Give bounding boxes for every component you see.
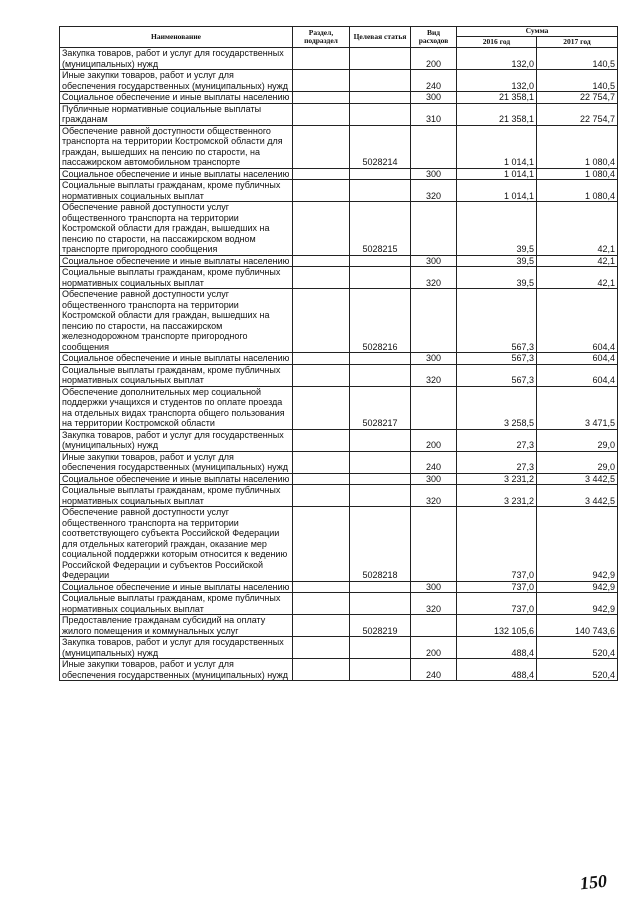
row-2016-cell: 567,3 <box>457 353 537 365</box>
row-2017-cell: 942,9 <box>537 593 618 615</box>
row-2016-cell: 737,0 <box>457 593 537 615</box>
row-kind-cell: 320 <box>411 267 457 289</box>
row-name-cell: Социальные выплаты гражданам, кроме публичных нормативных социальных выплат <box>60 485 293 507</box>
row-2017-cell: 520,4 <box>537 659 618 681</box>
row-2017-cell: 942,9 <box>537 507 618 582</box>
row-name-cell: Социальное обеспечение и иные выплаты населению <box>60 581 293 593</box>
row-2016-cell: 132,0 <box>457 70 537 92</box>
row-kind-cell: 320 <box>411 364 457 386</box>
row-2016-cell: 27,3 <box>457 429 537 451</box>
row-target-cell <box>350 429 411 451</box>
row-2016-cell: 567,3 <box>457 364 537 386</box>
row-name-cell: Социальное обеспечение и иные выплаты населению <box>60 168 293 180</box>
row-2017-cell: 3 471,5 <box>537 386 618 429</box>
row-2016-cell: 27,3 <box>457 451 537 473</box>
row-target-cell <box>350 451 411 473</box>
row-target-cell <box>350 637 411 659</box>
row-section-cell <box>293 473 350 485</box>
row-2017-cell: 22 754,7 <box>537 103 618 125</box>
row-target-cell: 5028215 <box>350 202 411 256</box>
table-row <box>60 637 618 659</box>
table-row <box>60 267 618 289</box>
row-section-cell <box>293 637 350 659</box>
row-kind-cell: 300 <box>411 353 457 365</box>
header-year-2017: 2017 год <box>537 37 618 48</box>
page-number: 150 <box>578 870 608 894</box>
row-target-cell: 5028216 <box>350 289 411 353</box>
table-row <box>60 92 618 104</box>
row-2017-cell: 604,4 <box>537 353 618 365</box>
row-name-cell: Обеспечение равной доступности услуг общественного транспорта на территории Костромской области для граждан, вышедших на пенсию по старости, на пассажирском железнодорожном транспорте пригородного сообщения <box>60 289 293 353</box>
row-section-cell <box>293 267 350 289</box>
row-name-cell: Иные закупки товаров, работ и услуг для обеспечения государственных (муниципальных) нужд <box>60 451 293 473</box>
row-section-cell <box>293 615 350 637</box>
table-header <box>60 27 618 48</box>
row-2017-cell: 3 442,5 <box>537 473 618 485</box>
row-kind-cell: 300 <box>411 255 457 267</box>
row-kind-cell <box>411 615 457 637</box>
row-name-cell: Закупка товаров, работ и услуг для государственных (муниципальных) нужд <box>60 429 293 451</box>
row-kind-cell: 200 <box>411 48 457 70</box>
row-section-cell <box>293 255 350 267</box>
row-name-cell: Социальное обеспечение и иные выплаты населению <box>60 353 293 365</box>
row-name-cell: Обеспечение дополнительных мер социальной поддержки учащихся и студентов по оплате проезда на отдельных видах транспорта общего пользования на территории Костромской области <box>60 386 293 429</box>
row-kind-cell <box>411 386 457 429</box>
row-kind-cell: 300 <box>411 473 457 485</box>
row-target-cell <box>350 364 411 386</box>
row-2016-cell: 3 231,2 <box>457 473 537 485</box>
row-kind-cell: 240 <box>411 70 457 92</box>
header-sum: Сумма <box>457 27 618 37</box>
row-target-cell: 5028218 <box>350 507 411 582</box>
row-kind-cell: 300 <box>411 581 457 593</box>
row-target-cell: 5028219 <box>350 615 411 637</box>
row-kind-cell: 320 <box>411 593 457 615</box>
row-2017-cell: 42,1 <box>537 255 618 267</box>
table-row <box>60 353 618 365</box>
row-section-cell <box>293 429 350 451</box>
row-target-cell: 5028217 <box>350 386 411 429</box>
row-name-cell: Социальное обеспечение и иные выплаты населению <box>60 473 293 485</box>
row-2017-cell: 1 080,4 <box>537 125 618 168</box>
row-2017-cell: 942,9 <box>537 581 618 593</box>
row-target-cell <box>350 48 411 70</box>
row-name-cell: Социальное обеспечение и иные выплаты населению <box>60 255 293 267</box>
row-kind-cell: 200 <box>411 637 457 659</box>
row-2017-cell: 604,4 <box>537 364 618 386</box>
row-name-cell: Социальные выплаты гражданам, кроме публичных нормативных социальных выплат <box>60 180 293 202</box>
table-row <box>60 429 618 451</box>
row-2016-cell: 3 258,5 <box>457 386 537 429</box>
row-section-cell <box>293 353 350 365</box>
header-year-2016: 2016 год <box>457 37 537 48</box>
row-2017-cell: 29,0 <box>537 451 618 473</box>
row-target-cell <box>350 168 411 180</box>
row-section-cell <box>293 581 350 593</box>
header-kind: Вид расходов <box>411 27 457 48</box>
row-2016-cell: 737,0 <box>457 581 537 593</box>
row-target-cell <box>350 103 411 125</box>
row-kind-cell: 200 <box>411 429 457 451</box>
row-2016-cell: 488,4 <box>457 637 537 659</box>
table-row <box>60 168 618 180</box>
table-body <box>60 48 618 681</box>
row-kind-cell: 310 <box>411 103 457 125</box>
row-section-cell <box>293 103 350 125</box>
row-kind-cell: 240 <box>411 659 457 681</box>
row-2017-cell: 42,1 <box>537 202 618 256</box>
row-section-cell <box>293 289 350 353</box>
row-name-cell: Публичные нормативные социальные выплаты гражданам <box>60 103 293 125</box>
row-2017-cell: 1 080,4 <box>537 180 618 202</box>
row-2017-cell: 140,5 <box>537 70 618 92</box>
row-kind-cell: 320 <box>411 485 457 507</box>
row-2016-cell: 3 231,2 <box>457 485 537 507</box>
row-section-cell <box>293 202 350 256</box>
table-row <box>60 507 618 582</box>
row-kind-cell <box>411 202 457 256</box>
row-2016-cell: 1 014,1 <box>457 180 537 202</box>
row-target-cell <box>350 70 411 92</box>
row-2016-cell: 1 014,1 <box>457 168 537 180</box>
row-name-cell: Иные закупки товаров, работ и услуг для обеспечения государственных (муниципальных) нужд <box>60 659 293 681</box>
row-2016-cell: 132 105,6 <box>457 615 537 637</box>
row-name-cell: Предоставление гражданам субсидий на оплату жилого помещения и коммунальных услуг <box>60 615 293 637</box>
header-section: Раздел, подраздел <box>293 27 350 48</box>
row-target-cell: 5028214 <box>350 125 411 168</box>
budget-table <box>59 26 618 681</box>
row-target-cell <box>350 485 411 507</box>
row-name-cell: Социальные выплаты гражданам, кроме публичных нормативных социальных выплат <box>60 267 293 289</box>
row-name-cell: Закупка товаров, работ и услуг для государственных (муниципальных) нужд <box>60 637 293 659</box>
table-row <box>60 581 618 593</box>
table-row <box>60 180 618 202</box>
row-target-cell <box>350 581 411 593</box>
row-target-cell <box>350 353 411 365</box>
row-section-cell <box>293 180 350 202</box>
row-2016-cell: 21 358,1 <box>457 92 537 104</box>
row-2017-cell: 3 442,5 <box>537 485 618 507</box>
row-2016-cell: 132,0 <box>457 48 537 70</box>
row-name-cell: Социальные выплаты гражданам, кроме публичных нормативных социальных выплат <box>60 364 293 386</box>
row-target-cell <box>350 180 411 202</box>
table-row <box>60 255 618 267</box>
table-row <box>60 473 618 485</box>
row-target-cell <box>350 255 411 267</box>
row-section-cell <box>293 451 350 473</box>
row-name-cell: Закупка товаров, работ и услуг для государственных (муниципальных) нужд <box>60 48 293 70</box>
row-kind-cell: 320 <box>411 180 457 202</box>
row-section-cell <box>293 659 350 681</box>
row-section-cell <box>293 48 350 70</box>
row-2017-cell: 604,4 <box>537 289 618 353</box>
table-row <box>60 289 618 353</box>
row-kind-cell: 300 <box>411 168 457 180</box>
table-row <box>60 451 618 473</box>
table-row <box>60 70 618 92</box>
row-name-cell: Обеспечение равной доступности общественного транспорта на территории Костромской области для граждан, вышедших на пенсию по старости, на пассажирском автомобильном транспорте <box>60 125 293 168</box>
table-row <box>60 202 618 256</box>
row-name-cell: Социальные выплаты гражданам, кроме публичных нормативных социальных выплат <box>60 593 293 615</box>
row-target-cell <box>350 659 411 681</box>
row-kind-cell <box>411 289 457 353</box>
table-row <box>60 615 618 637</box>
table-row <box>60 364 618 386</box>
row-kind-cell: 240 <box>411 451 457 473</box>
row-2017-cell: 29,0 <box>537 429 618 451</box>
row-name-cell: Обеспечение равной доступности услуг общественного транспорта на территории Костромской области для граждан, вышедших на пенсию по старости, на пассажирском водном транспорте пригородного сообщения <box>60 202 293 256</box>
row-2017-cell: 140 743,6 <box>537 615 618 637</box>
row-section-cell <box>293 593 350 615</box>
row-target-cell <box>350 473 411 485</box>
table-row <box>60 593 618 615</box>
row-2016-cell: 39,5 <box>457 255 537 267</box>
row-name-cell: Иные закупки товаров, работ и услуг для обеспечения государственных (муниципальных) нужд <box>60 70 293 92</box>
table-row <box>60 386 618 429</box>
row-section-cell <box>293 485 350 507</box>
header-name: Наименование <box>60 27 293 48</box>
table-row <box>60 48 618 70</box>
table-row <box>60 125 618 168</box>
row-target-cell <box>350 92 411 104</box>
row-2017-cell: 520,4 <box>537 637 618 659</box>
row-kind-cell <box>411 125 457 168</box>
row-2017-cell: 140,5 <box>537 48 618 70</box>
row-2016-cell: 737,0 <box>457 507 537 582</box>
table-row <box>60 103 618 125</box>
row-target-cell <box>350 267 411 289</box>
row-kind-cell <box>411 507 457 582</box>
row-section-cell <box>293 168 350 180</box>
row-section-cell <box>293 386 350 429</box>
row-name-cell: Обеспечение равной доступности услуг общественного транспорта на территории соответствующего субъекта Российской Федерации для отдельных категорий граждан, оказание мер социальной поддержки которым относится к ведению Российской Федерации и субъектов Российской Федерации <box>60 507 293 582</box>
row-section-cell <box>293 364 350 386</box>
row-section-cell <box>293 92 350 104</box>
row-section-cell <box>293 125 350 168</box>
row-section-cell <box>293 70 350 92</box>
table-row <box>60 659 618 681</box>
row-2017-cell: 22 754,7 <box>537 92 618 104</box>
row-kind-cell: 300 <box>411 92 457 104</box>
table-row <box>60 485 618 507</box>
header-target: Целевая статья <box>350 27 411 48</box>
row-2016-cell: 39,5 <box>457 267 537 289</box>
row-2016-cell: 567,3 <box>457 289 537 353</box>
row-name-cell: Социальное обеспечение и иные выплаты населению <box>60 92 293 104</box>
row-section-cell <box>293 507 350 582</box>
row-2017-cell: 1 080,4 <box>537 168 618 180</box>
row-2016-cell: 488,4 <box>457 659 537 681</box>
row-target-cell <box>350 593 411 615</box>
row-2016-cell: 39,5 <box>457 202 537 256</box>
row-2016-cell: 21 358,1 <box>457 103 537 125</box>
row-2017-cell: 42,1 <box>537 267 618 289</box>
row-2016-cell: 1 014,1 <box>457 125 537 168</box>
